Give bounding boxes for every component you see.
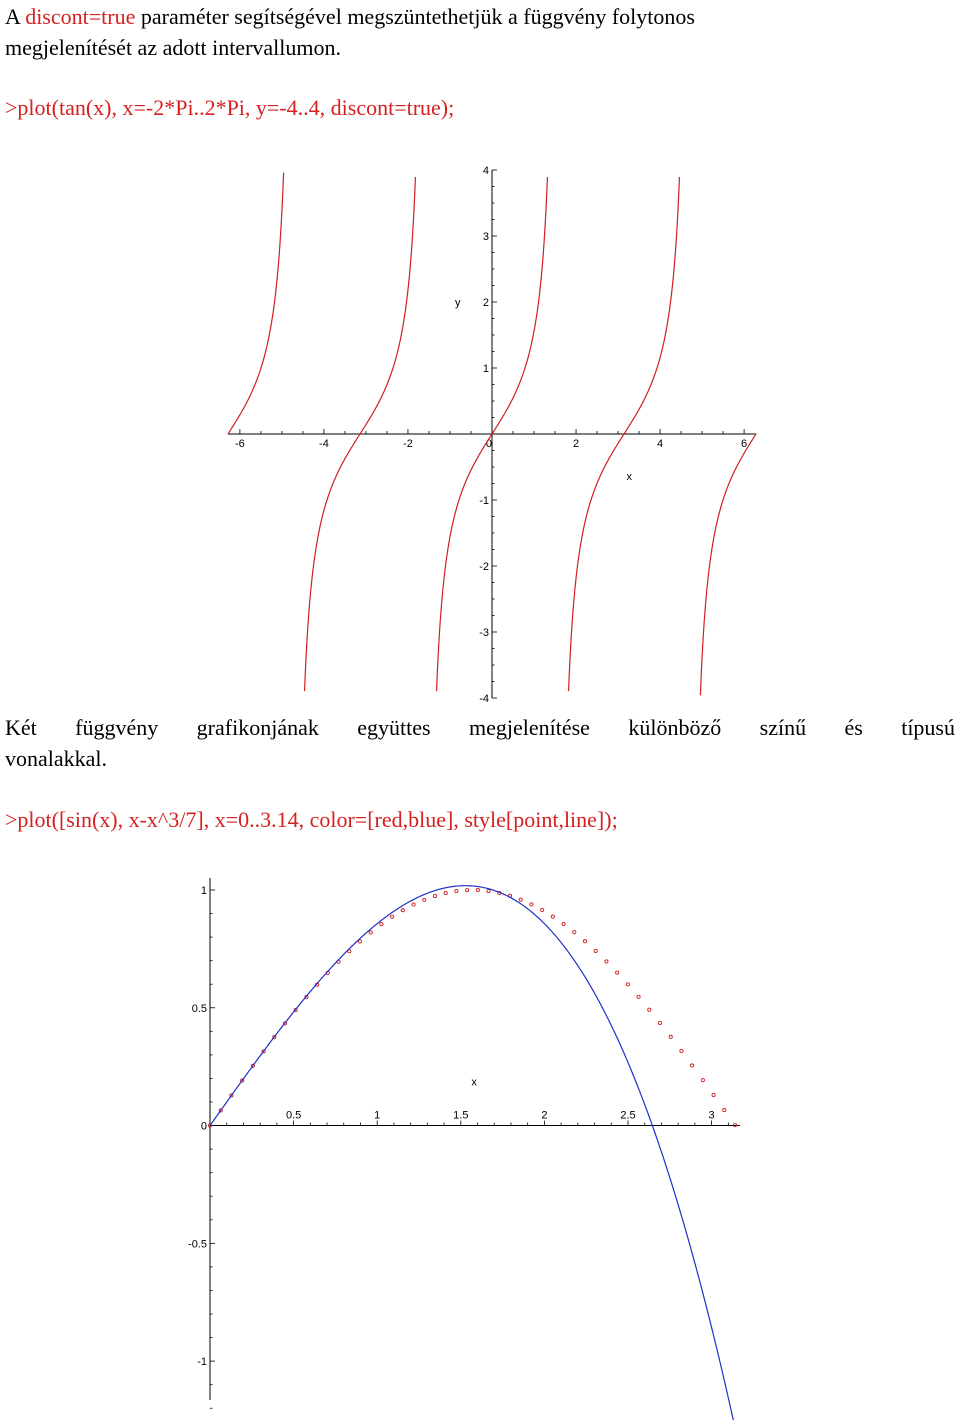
sin-point: [551, 915, 554, 918]
y-tick-label: -3: [479, 627, 489, 639]
sin-point: [712, 1093, 715, 1096]
y-tick-label: -1: [197, 1356, 207, 1369]
y-tick-label: -2: [479, 561, 489, 573]
sin-point: [605, 960, 608, 963]
x-tick-label: 2: [572, 438, 580, 450]
sin-point: [541, 908, 544, 911]
sin-points-series: [208, 889, 736, 1128]
x-tick-label: 6: [741, 438, 748, 450]
y-tick-label: 2: [482, 297, 489, 309]
sin-point: [583, 940, 586, 943]
sin-point: [626, 983, 629, 986]
intro-line-2: megjelenítését az adott intervallumon.: [5, 35, 341, 60]
x-tick-label: -6: [235, 438, 245, 450]
sin-point: [562, 922, 565, 925]
y-tick-label: 0: [200, 1120, 207, 1133]
sin-plot-ticks: [188, 885, 728, 1408]
y-tick-label: -1: [479, 495, 489, 507]
sin-point: [433, 894, 436, 897]
sin-point: [455, 890, 458, 893]
x-tick-label: 1.5: [453, 1109, 469, 1122]
paragraph-2-line-1: Két függvény grafikonjának együttes megjelenítése különböző színű és típusú: [5, 715, 955, 740]
command-tan-plot: >plot(tan(x), x=-2*Pi..2*Pi, y=-4..4, discont=true);: [5, 95, 455, 120]
tan-plot-y-axis-label: y: [455, 297, 461, 309]
tan-plot-chart: [0, 155, 960, 715]
sin-point: [616, 971, 619, 974]
sin-point: [530, 903, 533, 906]
sin-point: [412, 903, 415, 906]
intro-keyword: discont=true: [25, 4, 136, 29]
y-tick-label: 4: [482, 165, 489, 177]
cubic-line: [210, 886, 735, 1420]
x-tick-label: 3: [708, 1109, 715, 1122]
sin-point: [691, 1064, 694, 1067]
y-tick-label: 1: [482, 363, 489, 375]
sin-point: [423, 898, 426, 901]
sin-point: [594, 949, 597, 952]
x-tick-label: 4: [657, 438, 664, 450]
sin-plot-axes: [210, 878, 740, 1400]
x-tick-label: 0: [485, 438, 492, 450]
sin-point: [648, 1008, 651, 1011]
intro-prefix: A: [5, 4, 26, 29]
sin-point: [723, 1109, 726, 1112]
sin-point: [701, 1079, 704, 1082]
sin-plot-chart: [0, 860, 960, 1420]
sin-point: [380, 923, 383, 926]
sin-point: [466, 889, 469, 892]
y-tick-label: -4: [479, 693, 489, 705]
sin-point: [573, 931, 576, 934]
intro-line-1-rest: paraméter segítségével megszüntethetjük a függvény folytonos: [135, 4, 695, 29]
command-sin-plot: >plot([sin(x), x-x^3/7], x=0..3.14, color=[red,blue], style[point,line]);: [5, 807, 618, 832]
x-tick-label: 1: [374, 1109, 381, 1122]
x-tick-label: 2.5: [620, 1109, 636, 1122]
sin-point: [391, 915, 394, 918]
y-tick-label: 1: [200, 885, 207, 897]
paragraph-2-line-2: vonalakkal.: [5, 746, 108, 771]
tan-branch: [700, 434, 756, 695]
x-tick-label: 0.5: [285, 1109, 302, 1122]
sin-point: [658, 1021, 661, 1024]
sin-point: [369, 931, 372, 934]
tan-branch: [228, 173, 284, 434]
y-tick-label: 0.5: [191, 1002, 207, 1015]
x-tick-label: -2: [403, 438, 413, 450]
cubic-line-series: [210, 886, 735, 1420]
intro-line-1: [5, 1, 695, 32]
sin-point: [476, 889, 479, 892]
sin-point: [680, 1049, 683, 1052]
sin-point: [637, 995, 640, 998]
sin-point: [487, 889, 490, 892]
y-tick-label: -0.5: [188, 1238, 207, 1251]
sin-point: [444, 891, 447, 894]
tan-plot-x-axis-label: x: [626, 471, 632, 484]
y-tick-label: 3: [482, 231, 489, 243]
sin-point: [401, 909, 404, 912]
x-tick-label: 2: [541, 1109, 548, 1122]
sin-plot-x-axis-label: x: [471, 1076, 477, 1089]
x-tick-label: -4: [319, 438, 329, 450]
sin-point: [669, 1035, 672, 1038]
sin-point: [519, 898, 522, 901]
